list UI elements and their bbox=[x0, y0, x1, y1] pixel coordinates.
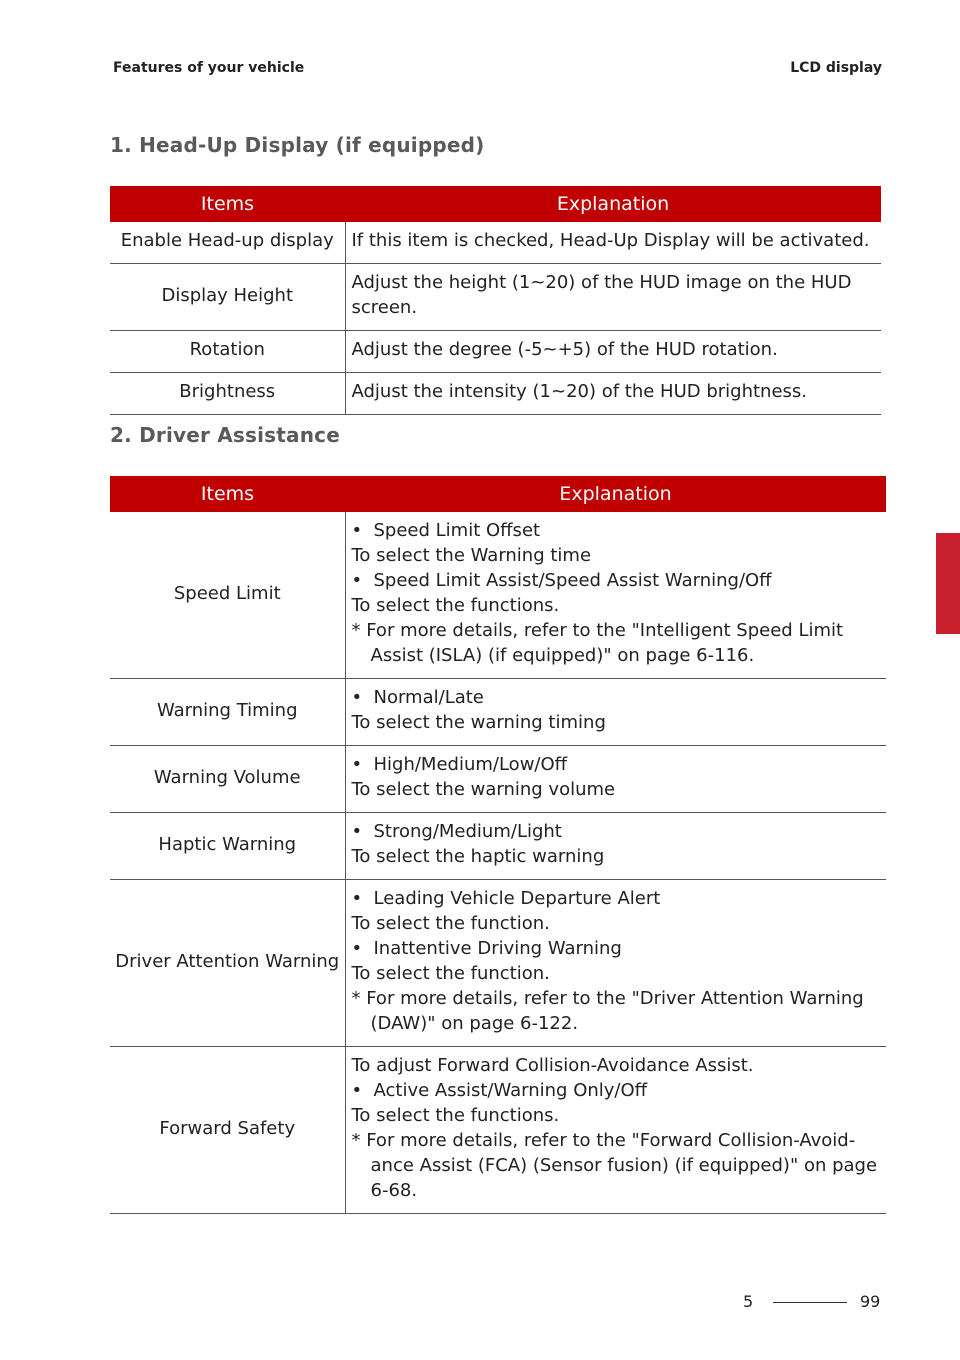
bullet-option-text: Inattentive Driving Warning bbox=[373, 938, 622, 959]
bullet-option-text: Active Assist/Warning Only/Off bbox=[373, 1080, 648, 1101]
column-header-explanation: Explanation bbox=[345, 186, 881, 222]
bullet-option bbox=[352, 886, 881, 911]
row-explanation bbox=[345, 512, 886, 679]
bullet-option-text: Strong/Medium/Light bbox=[373, 821, 562, 842]
explanation-line: To select the functions. bbox=[351, 595, 560, 616]
bullet-dot-icon: • bbox=[351, 938, 363, 959]
explanation-line: To select the warning volume bbox=[351, 779, 616, 800]
column-header-items: Items bbox=[110, 476, 345, 512]
reference-note: * For more details, refer to the "Driver Attention Warning (DAW)" on page 6-122. bbox=[351, 988, 864, 1034]
table-row bbox=[110, 746, 886, 813]
chapter-side-tab-number: 5 bbox=[940, 608, 954, 630]
row-explanation bbox=[345, 331, 881, 373]
reference-note: * For more details, refer to the "Forward Collision-Avoid-ance Assist (FCA) (Sensor fusion) (if equipped)" on page 6-68. bbox=[351, 1130, 878, 1201]
table-row bbox=[110, 880, 886, 1047]
row-item-label: Haptic Warning bbox=[110, 813, 345, 880]
row-item-label: Warning Timing bbox=[110, 679, 345, 746]
row-explanation bbox=[345, 373, 881, 415]
row-explanation bbox=[345, 746, 886, 813]
section-title-driver-assistance: 2. Driver Assistance bbox=[110, 423, 340, 447]
explanation-line: Adjust the intensity (1~20) of the HUD brightness. bbox=[351, 381, 808, 402]
row-item-label: Enable Head-up display bbox=[110, 222, 345, 264]
table-row bbox=[110, 512, 886, 679]
footer-divider bbox=[773, 1302, 847, 1303]
row-item-label: Brightness bbox=[110, 373, 345, 415]
bullet-dot-icon: • bbox=[351, 754, 363, 775]
bullet-dot-icon: • bbox=[351, 888, 363, 909]
bullet-dot-icon: • bbox=[351, 821, 363, 842]
bullet-option bbox=[352, 936, 881, 961]
row-explanation bbox=[345, 222, 881, 264]
explanation-line: To select the function. bbox=[351, 963, 550, 984]
table-row bbox=[110, 264, 881, 331]
table-row bbox=[110, 373, 881, 415]
bullet-option-text: Speed Limit Offset bbox=[373, 520, 541, 541]
table-row bbox=[110, 222, 881, 264]
explanation-line: To adjust Forward Collision-Avoidance Assist. bbox=[351, 1055, 754, 1076]
bullet-option bbox=[352, 819, 881, 844]
row-item-label: Speed Limit bbox=[110, 512, 345, 679]
bullet-option bbox=[352, 752, 881, 777]
row-explanation bbox=[345, 880, 886, 1047]
explanation-line: To select the functions. bbox=[351, 1105, 560, 1126]
row-explanation bbox=[345, 813, 886, 880]
row-item-label: Display Height bbox=[110, 264, 345, 331]
table-row bbox=[110, 1047, 886, 1214]
explanation-line: To select the warning timing bbox=[351, 712, 606, 733]
running-header-section: Features of your vehicle bbox=[113, 60, 305, 76]
column-header-explanation: Explanation bbox=[345, 476, 886, 512]
explanation-line: If this item is checked, Head-Up Display will be activated. bbox=[351, 230, 870, 251]
footer-chapter-number: 5 bbox=[743, 1292, 754, 1311]
column-header-items: Items bbox=[110, 186, 345, 222]
table-header-row bbox=[110, 186, 881, 222]
section-title-hud: 1. Head-Up Display (if equipped) bbox=[110, 133, 485, 157]
row-item-label: Rotation bbox=[110, 331, 345, 373]
bullet-dot-icon: • bbox=[351, 687, 363, 708]
explanation-line: To select the function. bbox=[351, 913, 550, 934]
row-explanation bbox=[345, 1047, 886, 1214]
bullet-option bbox=[352, 685, 881, 710]
row-item-label: Driver Attention Warning bbox=[110, 880, 345, 1047]
row-item-label: Forward Safety bbox=[110, 1047, 345, 1214]
table-row bbox=[110, 813, 886, 880]
bullet-dot-icon: • bbox=[351, 1080, 363, 1101]
bullet-option-text: Leading Vehicle Departure Alert bbox=[373, 888, 661, 909]
reference-note: * For more details, refer to the "Intelligent Speed Limit Assist (ISLA) (if equipped)" on page 6-116. bbox=[351, 620, 844, 666]
table-header-row bbox=[110, 476, 886, 512]
bullet-dot-icon: • bbox=[351, 570, 363, 591]
row-explanation bbox=[345, 264, 881, 331]
explanation-line: To select the Warning time bbox=[351, 545, 592, 566]
row-explanation bbox=[345, 679, 886, 746]
bullet-option bbox=[352, 518, 881, 543]
explanation-line: Adjust the degree (-5~+5) of the HUD rotation. bbox=[351, 339, 778, 360]
hud-settings-table bbox=[110, 186, 881, 415]
running-header-topic: LCD display bbox=[790, 60, 882, 76]
bullet-option-text: Normal/Late bbox=[373, 687, 484, 708]
table-row bbox=[110, 679, 886, 746]
row-item-label: Warning Volume bbox=[110, 746, 345, 813]
bullet-dot-icon: • bbox=[351, 520, 363, 541]
explanation-line: Adjust the height (1~20) of the HUD image on the HUD screen. bbox=[351, 272, 852, 318]
driver-assistance-table bbox=[110, 476, 886, 1214]
bullet-option-text: High/Medium/Low/Off bbox=[373, 754, 568, 775]
table-row bbox=[110, 331, 881, 373]
bullet-option-text: Speed Limit Assist/Speed Assist Warning/Off bbox=[373, 570, 772, 591]
footer-page-number: 99 bbox=[860, 1292, 881, 1311]
bullet-option bbox=[352, 1078, 881, 1103]
explanation-line: To select the haptic warning bbox=[351, 846, 605, 867]
bullet-option bbox=[352, 568, 881, 593]
